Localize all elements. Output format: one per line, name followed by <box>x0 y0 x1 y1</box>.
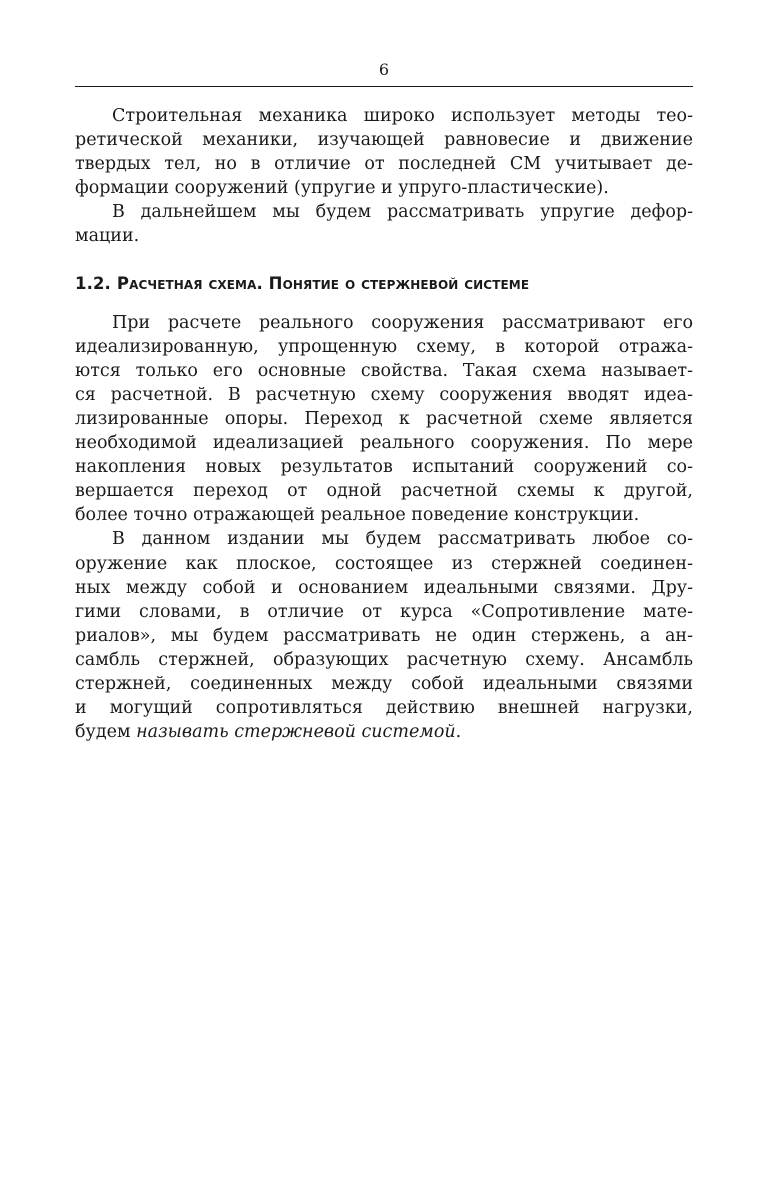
header-rule <box>75 86 693 87</box>
text-line: риалов», мы будем рассматривать не один стержень, а ан- <box>75 625 693 646</box>
text-line <box>75 720 693 744</box>
text-line: При расчете реального сооружения рассматривают его <box>112 312 693 333</box>
text-line: ретической механики, изучающей равновесие и движение <box>75 130 693 151</box>
text-line: В данном издании мы будем рассматривать любое со- <box>112 529 693 550</box>
text-line: ются только его основные свойства. Такая схема называет- <box>75 360 693 381</box>
text-line: самбль стержней, образующих расчетную схему. Ансамбль <box>75 649 693 670</box>
paragraph-intro-2 <box>75 200 693 248</box>
text-line: стержней, соединенных между собой идеальными связями <box>75 673 693 694</box>
section-heading <box>75 271 693 297</box>
text-line: ных между собой и основанием идеальными связями. Дру- <box>75 577 693 598</box>
page-number: 6 <box>378 60 390 79</box>
text-line: ся расчетной. В расчетную схему сооружения вводят идеа- <box>75 384 693 405</box>
text-line: вершается переход от одной расчетной схемы к другой, <box>75 481 693 502</box>
text-line: и могущий сопротивляться действию внешней нагрузки, <box>75 698 693 719</box>
text-line: твердых тел, но в отличие от последней СМ учитывает де- <box>75 154 693 175</box>
text-run: будем <box>75 722 137 743</box>
text-line: лизированные опоры. Переход к расчетной схеме является <box>75 408 693 429</box>
text-line: более точно отражающей реальное поведение конструкции. <box>75 505 640 526</box>
text-line: В дальнейшем мы будем рассматривать упругие дефор- <box>112 202 693 223</box>
text-line: Строительная механика широко использует методы тео- <box>112 106 693 126</box>
paragraph-design-scheme <box>75 311 693 528</box>
text-line: накопления новых результатов испытаний сооружений со- <box>75 457 693 478</box>
text-line: формации сооружений (упругие и упруго-пластические). <box>75 178 609 199</box>
text-line: мации. <box>75 226 140 247</box>
paragraph-rod-system <box>75 527 693 744</box>
paragraph-intro-1 <box>75 104 693 200</box>
text-run: . <box>455 722 462 743</box>
text-line: идеализированную, упрощенную схему, в которой отража- <box>75 336 693 357</box>
text-line: оружение как плоское, состоящее из стержней соединен- <box>75 553 693 574</box>
text-line: гими словами, в отличие от курса «Сопротивление мате- <box>75 601 693 622</box>
section-number: 1.2. <box>75 273 111 293</box>
text-line: необходимой идеализацией реального сооружения. По мере <box>75 433 693 454</box>
page-content <box>75 104 693 744</box>
emphasized-term: называть стержневой системой <box>136 722 456 743</box>
section-title: Расчетная схема. Понятие о стержневой системе <box>116 273 530 293</box>
